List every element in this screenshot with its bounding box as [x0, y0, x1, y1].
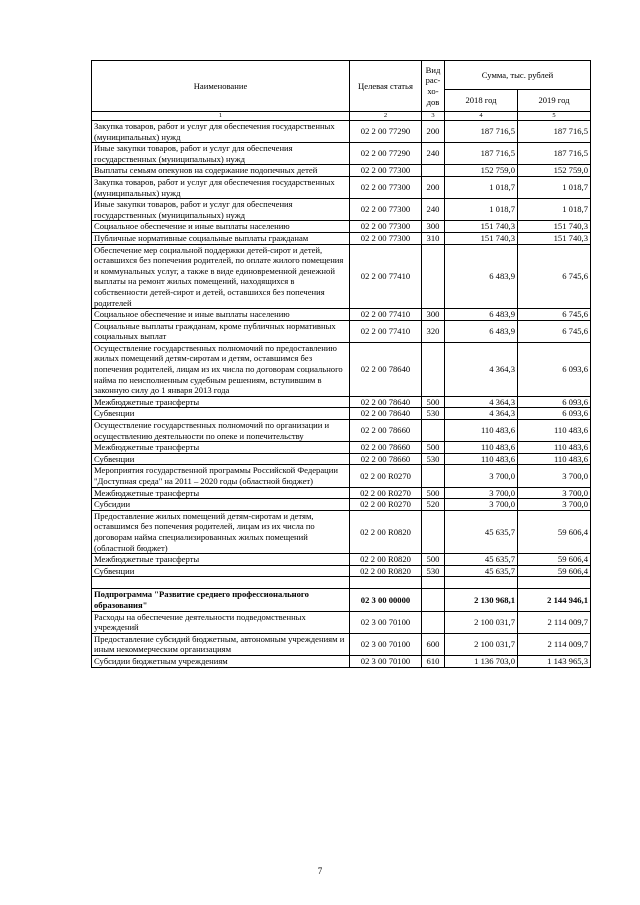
row-value-2018: 2 130 968,1 — [445, 589, 518, 611]
row-target-code: 02 2 00 R0820 — [350, 565, 422, 577]
row-target-code: 02 3 00 70100 — [350, 633, 422, 655]
row-expense-type: 500 — [422, 396, 445, 408]
table-row — [92, 244, 591, 309]
header-target: Целевая статья — [350, 61, 422, 112]
row-expense-type — [422, 465, 445, 487]
table-row — [92, 309, 591, 321]
row-value-2018: 151 740,3 — [445, 232, 518, 244]
row-expense-type: 200 — [422, 176, 445, 198]
row-value-2018: 45 635,7 — [445, 510, 518, 553]
row-name: Межбюджетные трансферты — [92, 442, 350, 454]
row-target-code — [350, 577, 422, 589]
row-name: Осуществление государственных полномочий по предоставлению жилых помещений детям-сиротам и детям, оставшимся без попечения родителей, лицам из их числа по договорам социального найма по неисполненным судебным решениям, вступившим в законную силу до 1 января 2013 года — [92, 342, 350, 396]
row-expense-type: 300 — [422, 221, 445, 233]
row-name: Субсидии бюджетным учреждениям — [92, 655, 350, 667]
row-value-2018: 1 018,7 — [445, 176, 518, 198]
row-name: Субвенции — [92, 453, 350, 465]
row-expense-type: 500 — [422, 487, 445, 499]
row-value-2018: 45 635,7 — [445, 565, 518, 577]
table-row — [92, 554, 591, 566]
table-row — [92, 199, 591, 221]
row-expense-type: 530 — [422, 565, 445, 577]
row-target-code: 02 2 00 78640 — [350, 396, 422, 408]
row-value-2018: 2 100 031,7 — [445, 633, 518, 655]
row-value-2018: 3 700,0 — [445, 465, 518, 487]
row-value-2019: 1 143 965,3 — [518, 655, 591, 667]
column-number: 2 — [350, 112, 422, 121]
table-row — [92, 176, 591, 198]
row-value-2018: 187 716,5 — [445, 143, 518, 165]
row-target-code: 02 2 00 77290 — [350, 143, 422, 165]
row-value-2019: 2 114 009,7 — [518, 633, 591, 655]
row-value-2018: 4 364,3 — [445, 342, 518, 396]
row-expense-type: 300 — [422, 309, 445, 321]
row-expense-type — [422, 510, 445, 553]
row-value-2019: 2 114 009,7 — [518, 611, 591, 633]
row-target-code: 02 2 00 78660 — [350, 442, 422, 454]
row-value-2018: 110 483,6 — [445, 420, 518, 442]
row-target-code: 02 2 00 R0270 — [350, 499, 422, 511]
row-value-2018: 152 759,0 — [445, 165, 518, 177]
row-target-code: 02 2 00 R0270 — [350, 487, 422, 499]
budget-table — [91, 60, 591, 668]
row-name: Осуществление государственных полномочий по организации и осуществлению деятельности по опеке и попечительству — [92, 420, 350, 442]
row-value-2018: 151 740,3 — [445, 221, 518, 233]
row-expense-type: 530 — [422, 408, 445, 420]
row-target-code: 02 2 00 77300 — [350, 165, 422, 177]
row-name: Межбюджетные трансферты — [92, 396, 350, 408]
row-expense-type — [422, 577, 445, 589]
column-number: 5 — [518, 112, 591, 121]
row-name — [92, 577, 350, 589]
row-name: Закупка товаров, работ и услуг для обеспечения государственных (муниципальных) нужд — [92, 121, 350, 143]
row-name: Субсидии — [92, 499, 350, 511]
row-value-2019: 187 716,5 — [518, 143, 591, 165]
table-row — [92, 465, 591, 487]
row-target-code: 02 3 00 70100 — [350, 655, 422, 667]
row-target-code: 02 2 00 78640 — [350, 408, 422, 420]
row-name: Социальное обеспечение и иные выплаты населению — [92, 221, 350, 233]
row-expense-type: 600 — [422, 633, 445, 655]
row-value-2019: 6 745,6 — [518, 309, 591, 321]
row-expense-type: 500 — [422, 442, 445, 454]
row-name: Расходы на обеспечение деятельности подведомственных учреждений — [92, 611, 350, 633]
table-row — [92, 453, 591, 465]
table-row — [92, 143, 591, 165]
row-name: Межбюджетные трансферты — [92, 554, 350, 566]
row-value-2018: 4 364,3 — [445, 408, 518, 420]
row-value-2019: 59 606,4 — [518, 554, 591, 566]
row-name: Субвенции — [92, 565, 350, 577]
table-row — [92, 232, 591, 244]
row-value-2018: 1 018,7 — [445, 199, 518, 221]
row-expense-type: 530 — [422, 453, 445, 465]
row-value-2019: 6 745,6 — [518, 244, 591, 309]
table-row — [92, 633, 591, 655]
table-row — [92, 611, 591, 633]
row-expense-type — [422, 342, 445, 396]
row-expense-type: 240 — [422, 143, 445, 165]
table-row — [92, 487, 591, 499]
row-name: Межбюджетные трансферты — [92, 487, 350, 499]
header-vid: Вид рас- хо- дов — [422, 61, 445, 112]
row-target-code: 02 2 00 R0820 — [350, 510, 422, 553]
table-row — [92, 420, 591, 442]
table-row — [92, 499, 591, 511]
row-value-2019: 59 606,4 — [518, 510, 591, 553]
row-value-2019: 110 483,6 — [518, 453, 591, 465]
row-value-2018 — [445, 577, 518, 589]
row-expense-type — [422, 244, 445, 309]
row-value-2018: 187 716,5 — [445, 121, 518, 143]
table-row — [92, 408, 591, 420]
row-value-2019: 110 483,6 — [518, 442, 591, 454]
row-value-2019: 1 018,7 — [518, 199, 591, 221]
table-row — [92, 565, 591, 577]
header-2018: 2018 год — [445, 90, 518, 112]
row-value-2018: 3 700,0 — [445, 487, 518, 499]
row-target-code: 02 2 00 78660 — [350, 453, 422, 465]
table-row — [92, 442, 591, 454]
table-row — [92, 510, 591, 553]
row-target-code: 02 2 00 77410 — [350, 309, 422, 321]
row-value-2019: 6 093,6 — [518, 396, 591, 408]
row-target-code: 02 3 00 00000 — [350, 589, 422, 611]
row-value-2018: 2 100 031,7 — [445, 611, 518, 633]
row-expense-type: 520 — [422, 499, 445, 511]
row-name: Выплаты семьям опекунов на содержание подопечных детей — [92, 165, 350, 177]
row-value-2018: 1 136 703,0 — [445, 655, 518, 667]
row-value-2018: 110 483,6 — [445, 453, 518, 465]
column-number: 1 — [92, 112, 350, 121]
row-target-code: 02 2 00 77290 — [350, 121, 422, 143]
row-target-code: 02 2 00 77300 — [350, 199, 422, 221]
row-value-2019: 151 740,3 — [518, 232, 591, 244]
row-value-2019: 187 716,5 — [518, 121, 591, 143]
row-value-2019: 110 483,6 — [518, 420, 591, 442]
table-row — [92, 320, 591, 342]
row-value-2018: 110 483,6 — [445, 442, 518, 454]
header-sum: Сумма, тыс. рублей — [445, 61, 591, 90]
row-name: Предоставление субсидий бюджетным, автономным учреждениям и иным некоммерческим организациям — [92, 633, 350, 655]
row-name: Закупка товаров, работ и услуг для обеспечения государственных (муниципальных) нужд — [92, 176, 350, 198]
row-expense-type — [422, 589, 445, 611]
row-name: Обеспечение мер социальной поддержки детей-сирот и детей, оставшихся без попечения родителей, по оплате жилого помещения и коммунальных услуг, а также в виде единовременной денежной выплаты на ремонт жилых помещений, находящихся в собственности детей-сирот и детей, оставшихся без попечения родителей — [92, 244, 350, 309]
row-expense-type: 500 — [422, 554, 445, 566]
row-target-code: 02 2 00 R0820 — [350, 554, 422, 566]
row-value-2018: 6 483,9 — [445, 309, 518, 321]
row-expense-type — [422, 611, 445, 633]
row-target-code: 02 2 00 77300 — [350, 232, 422, 244]
page-number: 7 — [317, 866, 323, 876]
row-value-2019: 3 700,0 — [518, 499, 591, 511]
row-target-code: 02 3 00 70100 — [350, 611, 422, 633]
row-value-2019: 6 093,6 — [518, 342, 591, 396]
row-target-code: 02 2 00 78640 — [350, 342, 422, 396]
row-name: Социальное обеспечение и иные выплаты населению — [92, 309, 350, 321]
table-row — [92, 589, 591, 611]
row-value-2018: 45 635,7 — [445, 554, 518, 566]
row-value-2019: 59 606,4 — [518, 565, 591, 577]
row-value-2019: 151 740,3 — [518, 221, 591, 233]
row-expense-type — [422, 165, 445, 177]
row-expense-type: 610 — [422, 655, 445, 667]
row-name: Предоставление жилых помещений детям-сиротам и детям, оставшимся без попечения родителей, лицам из их числа по договорам найма специализированных жилых помещений (областной бюджет) — [92, 510, 350, 553]
row-value-2018: 6 483,9 — [445, 244, 518, 309]
row-expense-type: 310 — [422, 232, 445, 244]
table-row — [92, 165, 591, 177]
row-target-code: 02 2 00 77410 — [350, 244, 422, 309]
column-number: 4 — [445, 112, 518, 121]
table-row — [92, 655, 591, 667]
row-value-2019: 152 759,0 — [518, 165, 591, 177]
table-row — [92, 121, 591, 143]
header-name: Наименование — [92, 61, 350, 112]
row-target-code: 02 2 00 78660 — [350, 420, 422, 442]
row-expense-type: 240 — [422, 199, 445, 221]
row-name: Подпрограмма "Развитие среднего профессионального образования" — [92, 589, 350, 611]
row-name: Публичные нормативные социальные выплаты гражданам — [92, 232, 350, 244]
row-value-2019: 3 700,0 — [518, 487, 591, 499]
table-row — [92, 396, 591, 408]
row-name: Мероприятия государственной программы Российской Федерации "Доступная среда" на 2011 – 2020 годы (областной бюджет) — [92, 465, 350, 487]
row-name: Социальные выплаты гражданам, кроме публичных нормативных социальных выплат — [92, 320, 350, 342]
table-row — [92, 577, 591, 589]
row-expense-type: 320 — [422, 320, 445, 342]
row-value-2018: 4 364,3 — [445, 396, 518, 408]
row-value-2019: 3 700,0 — [518, 465, 591, 487]
row-value-2019: 6 093,6 — [518, 408, 591, 420]
row-target-code: 02 2 00 77300 — [350, 221, 422, 233]
row-name: Субвенции — [92, 408, 350, 420]
table-row — [92, 342, 591, 396]
row-value-2019: 1 018,7 — [518, 176, 591, 198]
header-2019: 2019 год — [518, 90, 591, 112]
row-name: Иные закупки товаров, работ и услуг для обеспечения государственных (муниципальных) нужд — [92, 199, 350, 221]
row-target-code: 02 2 00 R0270 — [350, 465, 422, 487]
row-expense-type: 200 — [422, 121, 445, 143]
row-value-2018: 3 700,0 — [445, 499, 518, 511]
row-value-2018: 6 483,9 — [445, 320, 518, 342]
row-target-code: 02 2 00 77410 — [350, 320, 422, 342]
row-value-2019: 6 745,6 — [518, 320, 591, 342]
row-name: Иные закупки товаров, работ и услуг для обеспечения государственных (муниципальных) нужд — [92, 143, 350, 165]
row-value-2019: 2 144 946,1 — [518, 589, 591, 611]
row-expense-type — [422, 420, 445, 442]
column-number: 3 — [422, 112, 445, 121]
row-target-code: 02 2 00 77300 — [350, 176, 422, 198]
table-row — [92, 221, 591, 233]
row-value-2019 — [518, 577, 591, 589]
